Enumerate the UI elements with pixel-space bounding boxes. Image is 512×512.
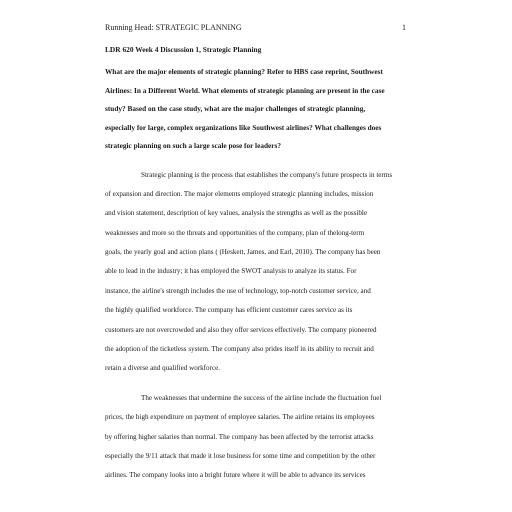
paragraph-strategic-planning	[105, 169, 407, 382]
paragraph-line: weaknesses and more so the threats and opportunities of the company, plan of thelong-term	[105, 228, 365, 237]
paragraph-line: especially the 9/11 attack that made it lose business for some time and competition by the other	[105, 451, 376, 460]
paragraph-line: customers are not overcrowded and also they offer services effectively. The company pioneered	[105, 325, 377, 334]
paragraph-line: of expansion and direction. The major elements employed strategic planning includes, mission	[105, 189, 374, 198]
page-number: 1	[402, 23, 406, 32]
paragraph-line: by offering higher salaries than normal. The company has been affected by the terrorist attacks	[105, 432, 374, 441]
page-header	[105, 22, 406, 34]
paragraph-line: the highly qualified workforce. The company has efficient customer cares service as its	[105, 306, 353, 315]
running-head: Running Head: STRATEGIC PLANNING	[105, 23, 242, 32]
question-line: Airlines: In a Different World. What elements of strategic planning are present in the case	[105, 85, 385, 95]
paragraph-line: airlines. The company looks into a bright future where it will be able to advance its services	[105, 471, 366, 480]
document-body	[105, 44, 407, 489]
question-line: study? Based on the case study, what are the major challenges of strategic planning,	[105, 104, 366, 113]
discussion-question	[105, 66, 407, 159]
question-line: strategic planning on such a large scale pose for leaders?	[105, 141, 281, 150]
paragraph-line: goals, the yearly goal and action plans ( (Heskett, James, and Earl, 2010). The company has been	[105, 248, 381, 257]
paragraph-line: Strategic planning is the process that establishes the company's future prospects in terms	[141, 170, 393, 179]
question-line: especially for large, complex organizations like Southwest airlines? What challenges does	[105, 122, 382, 132]
paragraph-line: the adoption of the ticketless system. The company also prides itself in its ability to recruit and	[105, 345, 374, 354]
paragraph-line: The weaknesses that undermine the success of the airline include the fluctuation fuel	[141, 393, 382, 402]
paragraph-line: retain a diverse and qualified workforce.	[105, 364, 221, 373]
paragraph-line: prices, the high expenditure on payment of employee salaries. The airline retains its employees	[105, 413, 375, 422]
question-line: What are the major elements of strategic planning? Refer to HBS case reprint, Southwest	[105, 67, 383, 76]
document-title: LDR 620 Week 4 Discussion 1, Strategic Planning	[105, 45, 262, 54]
paragraph-line: able to lead in the industry; it has employed the SWOT analysis to analyze its status. For	[105, 267, 357, 276]
paragraph-line: instance, the airline's strength includes the use of technology, top-notch customer service, and	[105, 286, 371, 295]
paragraph-line: and vision statement, description of key values, analysis the strengths as well as the possible	[105, 209, 368, 218]
paragraph-weaknesses	[105, 392, 407, 489]
